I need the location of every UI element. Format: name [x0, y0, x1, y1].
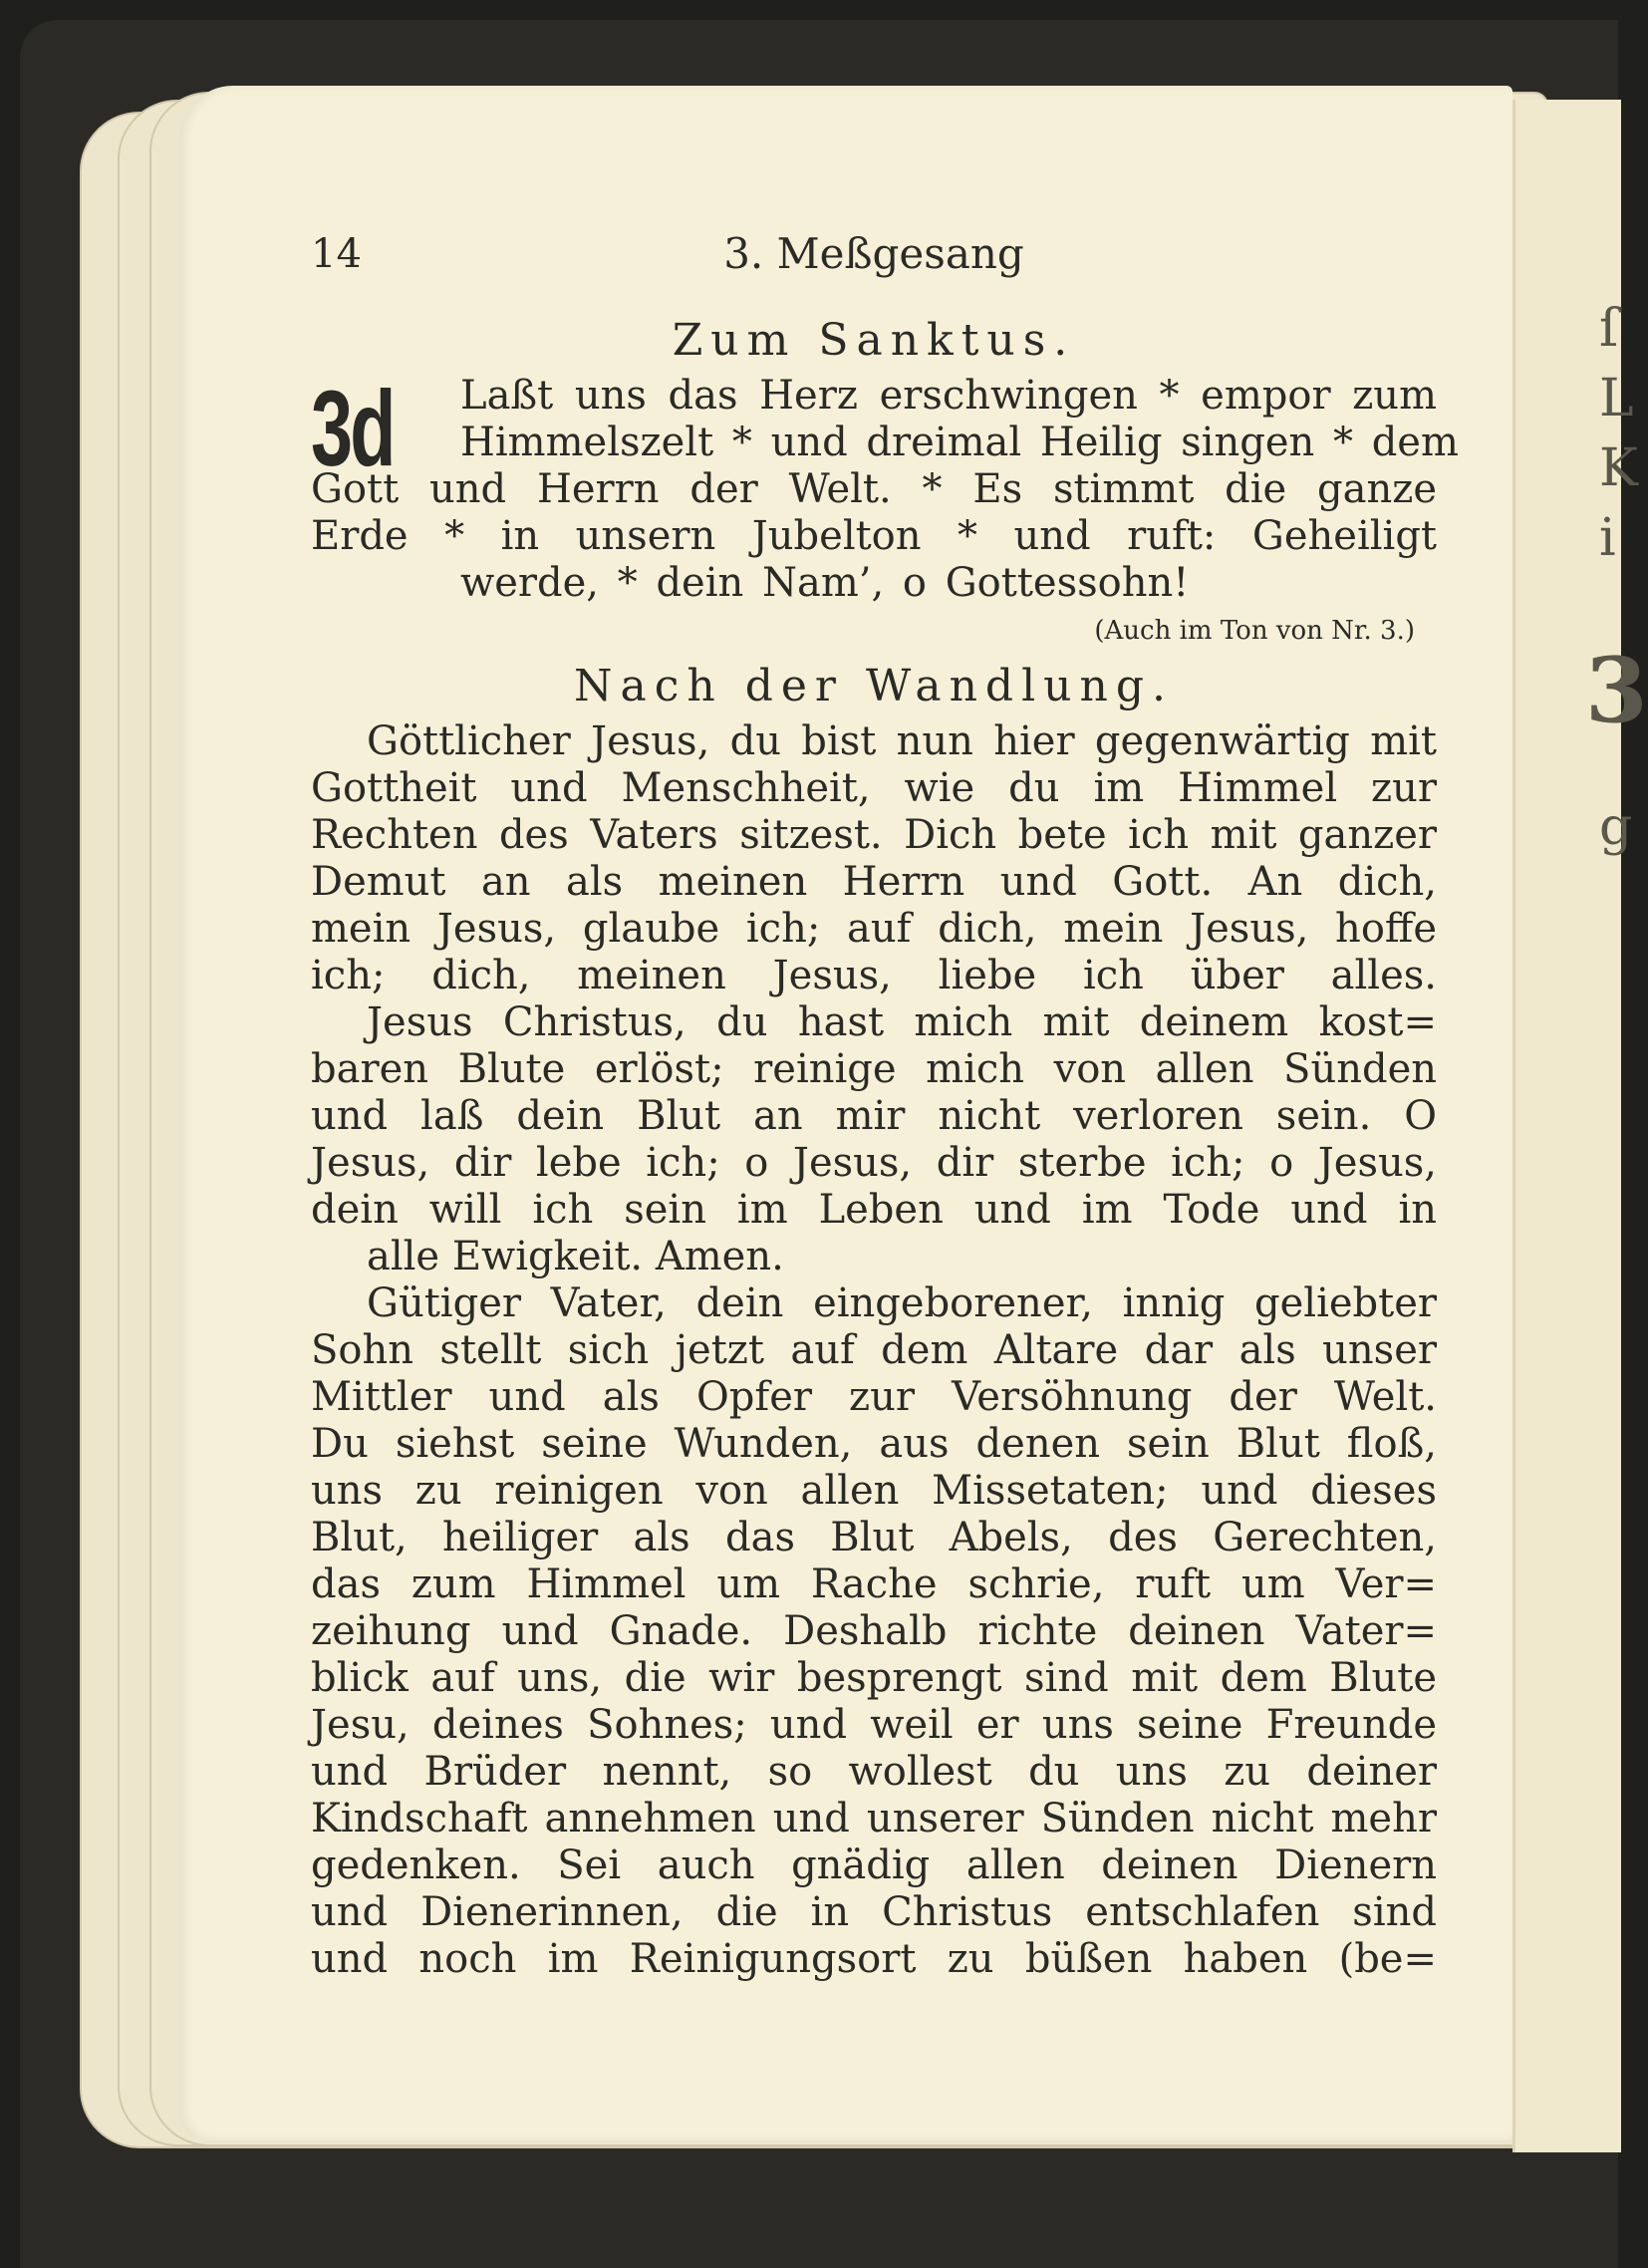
- prayer-paragraph: [311, 999, 1437, 1280]
- prayer-line: Jesu, deines Sohnes; und weil er uns seine Freunde: [311, 1702, 1437, 1748]
- prayer-line: uns zu reinigen von allen Missetaten; und dieses: [311, 1468, 1437, 1514]
- prayer-line: blick auf uns, die wir besprengt sind mit dem Blute: [311, 1655, 1437, 1701]
- facing-page-edge: [1512, 100, 1648, 2152]
- prayer-line: Göttlicher Jesus, du bist nun hier gegenwärtig mit: [367, 718, 1437, 764]
- hymn-text: [311, 368, 1459, 607]
- prayer-line: dein will ich sein im Leben und im Tode und in: [311, 1187, 1437, 1233]
- prayer-line: und noch im Reinigungsort zu büßen haben (be=: [311, 1936, 1437, 1982]
- prayer-line: baren Blute erlöst; reinige mich von allen Sünden: [311, 1046, 1437, 1092]
- prayer-line: Gütiger Vater, dein eingeborener, innig geliebter: [367, 1280, 1437, 1326]
- wandlung-heading: Nach der Wandlung.: [574, 661, 1174, 711]
- prayer-line: mein Jesus, glaube ich; auf dich, mein Jesus, hoffe: [311, 906, 1437, 952]
- prayer-line: Rechten des Vaters sitzest. Dich bete ich mit ganzer: [311, 812, 1437, 858]
- facing-page-fragment: ſ: [1599, 299, 1619, 359]
- prayer-line: gedenken. Sei auch gnädig allen deinen Dienern: [311, 1843, 1437, 1888]
- hymn-line: Gott und Herrn der Welt. * Es stimmt die ganze: [311, 466, 1437, 512]
- prayer-line: und Brüder nennt, so wollest du uns zu deiner: [311, 1749, 1437, 1795]
- prayer-line: alle Ewigkeit. Amen.: [367, 1234, 784, 1279]
- hymn-verse: [311, 368, 1459, 607]
- prayer-line: Demut an als meinen Herrn und Gott. An dich,: [311, 859, 1437, 905]
- page-number: 14: [311, 231, 362, 277]
- page-header: [311, 219, 1437, 309]
- hymn-number: 3d: [311, 368, 394, 488]
- prayer-line: zeihung und Gnade. Deshalb richte deinen Vater=: [311, 1608, 1437, 1654]
- running-title: 3. Meßgesang: [723, 229, 1024, 278]
- prayer-line: Jesus Christus, du hast mich mit deinem kost=: [367, 999, 1437, 1045]
- page-content: [311, 219, 1459, 1983]
- sanctus-heading: Zum Sanktus.: [672, 315, 1076, 366]
- facing-page-fragment: L: [1599, 369, 1634, 428]
- prayer-line: Mittler und als Opfer zur Versöhnung der Welt.: [311, 1374, 1437, 1420]
- prayer-paragraph: [311, 718, 1437, 999]
- prayer-line: ich; dich, meinen Jesus, liebe ich über alles.: [311, 953, 1437, 998]
- facing-page-fragment: 3: [1585, 638, 1648, 743]
- prayer-line: Du siehst seine Wunden, aus denen sein Blut floß,: [311, 1421, 1437, 1467]
- prayer-line: Sohn stellt sich jetzt auf dem Altare dar als unser: [311, 1327, 1437, 1373]
- hymn-line: Laßt uns das Herz erschwingen * empor zum: [460, 373, 1437, 419]
- prayer-line: Kindschaft annehmen und unserer Sünden nicht mehr: [311, 1796, 1437, 1842]
- prayer-line: und laß dein Blut an mir nicht verloren sein. O: [311, 1093, 1437, 1139]
- prayer-line: Blut, heiliger als das Blut Abels, des Gerechten,: [311, 1515, 1437, 1560]
- hymn-line: Erde * in unsern Jubelton * und ruft: Geheiligt: [311, 513, 1437, 559]
- tune-note: (Auch im Ton von Nr. 3.): [1094, 616, 1415, 646]
- prayer-line: und Dienerinnen, die in Christus entschlafen sind: [311, 1889, 1437, 1935]
- facing-page-fragment: i: [1599, 508, 1616, 568]
- prayer-line: das zum Himmel um Rache schrie, ruft um Ver=: [311, 1561, 1437, 1607]
- facing-page-fragment: K: [1599, 438, 1638, 498]
- hymn-line: Himmelszelt * und dreimal Heilig singen * dem: [460, 420, 1459, 465]
- hymn-line: werde, * dein Nam’, o Gottessohn!: [460, 560, 1190, 606]
- prayer-line: Jesus, dir lebe ich; o Jesus, dir sterbe ich; o Jesus,: [311, 1140, 1437, 1186]
- facing-page-fragment: g: [1599, 797, 1633, 857]
- prayer-paragraph: [311, 1280, 1437, 1983]
- prayer-line: Gottheit und Menschheit, wie du im Himmel zur: [311, 765, 1437, 811]
